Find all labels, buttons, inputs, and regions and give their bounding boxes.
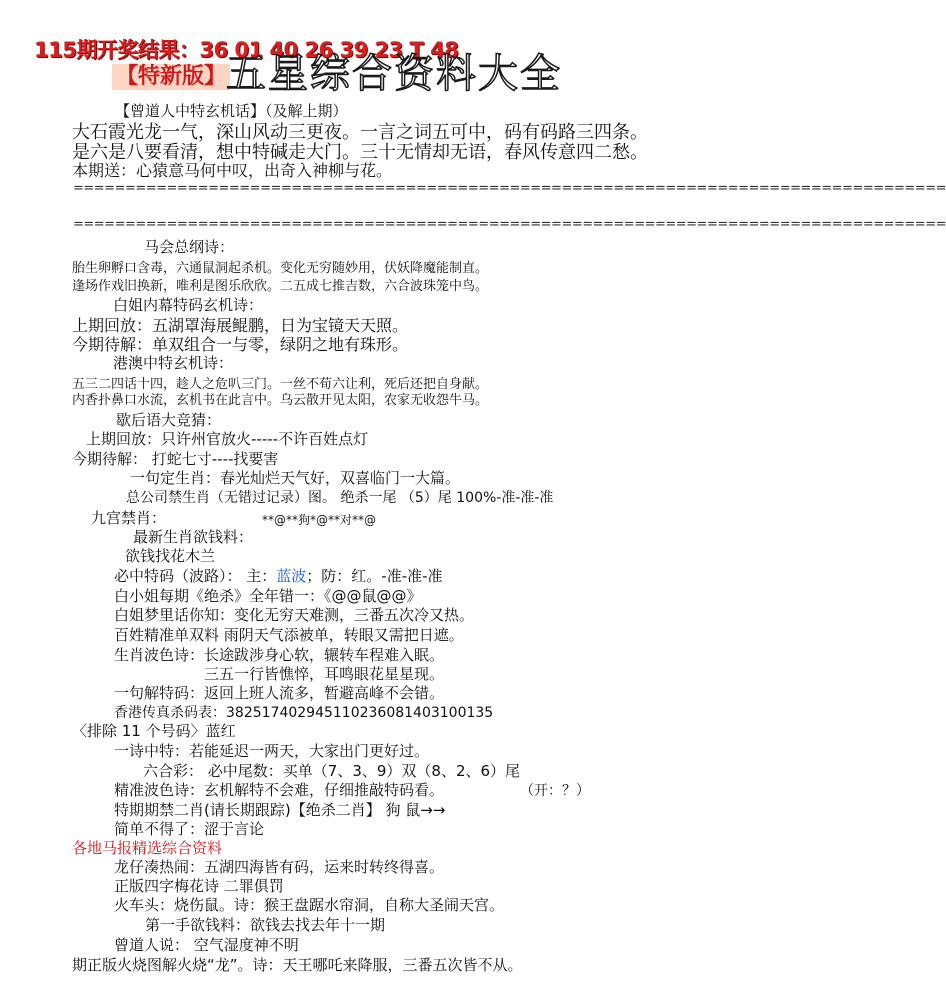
section9-line2: 正版四字梅花诗 二罪俱罚: [114, 877, 284, 895]
section7-line7: 三五一行皆憔悴，耳鸣眼花星星现。: [204, 665, 445, 683]
section9-heading: 各地马报精选综合资料: [72, 839, 223, 857]
section1-line2: 是六是八要看清，想中特碱走大门。三十无情却无语，春风传意四二愁。: [72, 142, 648, 163]
section3-line2: 今期待解：单双组合一与零，绿阴之地有珠形。: [72, 335, 409, 354]
section8-line3: 精准波色诗：玄机解特不会难，仔细推敲特码看。: [114, 781, 445, 799]
section4-heading: 港澳中特玄机诗：: [113, 354, 234, 372]
section2-heading: 马会总纲诗：: [144, 238, 235, 256]
draw-result-banner: 115期开奖结果：36 01 40 26 39 23 T 48: [34, 38, 459, 62]
section4-line1: 五三二四话十四，趁人之危叭三门。一丝不荀六让利，死后还把自身献。: [72, 377, 489, 392]
section5-line1: 上期回放：只许州官放火-----不许百姓点灯: [86, 430, 369, 448]
section9-line6: 期正版火烧图解火烧“龙”。诗：天王哪吒来降服，三番五次皆不从。: [72, 956, 523, 974]
blue-wave-label: 蓝波: [276, 567, 307, 585]
section7-line3: 白小姐每期《绝杀》全年错一：《@@鼠@@》: [114, 587, 422, 605]
section9-line3: 火车头：烧伤鼠。诗：猴王盘踞水帘洞，自称大圣闹天宫。: [114, 896, 505, 914]
section6-line3-value: **@**狗*@**对**@: [262, 513, 377, 527]
section5-heading: 歇后语大竞猜：: [116, 411, 222, 429]
section9-line4: 第一手欲钱料：欲钱去找去年十一期: [145, 916, 386, 934]
section7-line2-suffix: ；防：红。-准-准-准: [306, 567, 443, 585]
section8-line1: 一诗中特：若能延迟一两天，大家出门更好过。: [114, 742, 430, 760]
section7-line6: 生肖波色诗：长途跋涉身心软，辗转车程难入眠。: [114, 646, 445, 664]
section8-line5: 简单不得了：涩于言论: [114, 820, 265, 838]
edition-tag: 【特新版】: [112, 64, 230, 90]
section5-line2: 今期待解： 打蛇七寸----找要害: [72, 450, 279, 468]
section1-line3: 本期送：心猿意马何中叹，出奇入神柳与花。: [72, 161, 393, 180]
section8-line4: 特期期禁二肖(请长期跟踪)【绝杀二肖】 狗 鼠→→: [114, 801, 446, 819]
section7-line8: 一句解特码：返回上班人流多，暂避高峰不会错。: [114, 684, 445, 702]
section8-line2: 六合彩： 必中尾数：买单（7、3、9）双（8、2、6）尾: [143, 762, 521, 780]
page-title: 五星综合资料大全: [226, 51, 562, 97]
section7-line9: 香港传真杀码表：38251740294511023608140310013​5: [114, 705, 494, 721]
section7-line2: [114, 569, 443, 584]
section9-line1: 龙仔凑热闹：五湖四海皆有码，运来时转终得喜。: [114, 858, 445, 876]
section7-heading: 最新生肖欲钱料：: [133, 528, 254, 546]
separator-2: ====================================================================================: [73, 217, 946, 232]
section2-line1: 胎生卵孵口含毒，六通鼠洞起杀机。变化无穷随妙用，伏妖降魔能制直。: [72, 261, 489, 276]
section6-line3-label: 九宫禁肖：: [91, 509, 167, 527]
section7-line2-prefix: 必中特码（波路）： 主：: [114, 567, 277, 585]
section1-line1: 大石霞光龙一气，深山风动三更夜。一言之词五可中，码有码路三四条。: [72, 122, 648, 143]
section6-line2: 总公司禁生肖（无错过记录）图。 绝杀一尾 （5）尾 100%-准-准-准: [126, 490, 554, 506]
section8-line3-extra: （开：？）: [520, 783, 590, 799]
section7-line5: 百姓精准单双料 雨阴天气添被单，转眼又需把日遮。: [114, 626, 464, 644]
section7-line1: 欲钱找花木兰: [125, 547, 216, 565]
section7-line10: 〈排除 11 个号码〉蓝红: [72, 722, 236, 740]
section3-line1: 上期回放：五湖罩海展鲲鹏，日为宝镜天天照。: [72, 316, 409, 335]
section6-line1: 一句定生肖：春光灿烂天气好，双喜临门一大篇。: [130, 469, 461, 487]
section2-line2: 逢场作戏旧换新，唯利是图乐欣欣。二五成七推吉数，六合波珠笼中鸟。: [72, 279, 489, 294]
section9-line5: 曾道人说： 空气湿度神不明: [114, 936, 299, 954]
section4-line2: 内香扑鼻口水流，玄机书在此言中。乌云散开见太阳，农家无收怨牛马。: [72, 393, 489, 408]
separator-1: ====================================================================================: [73, 181, 946, 196]
section3-heading: 白姐内幕特码玄机诗：: [113, 296, 264, 314]
section1-heading: 【曾道人中特玄机话】（及解上期）: [115, 102, 348, 120]
section7-line4: 白姐梦里话你知：变化无穷天难测，三番五次冷又热。: [114, 606, 475, 624]
